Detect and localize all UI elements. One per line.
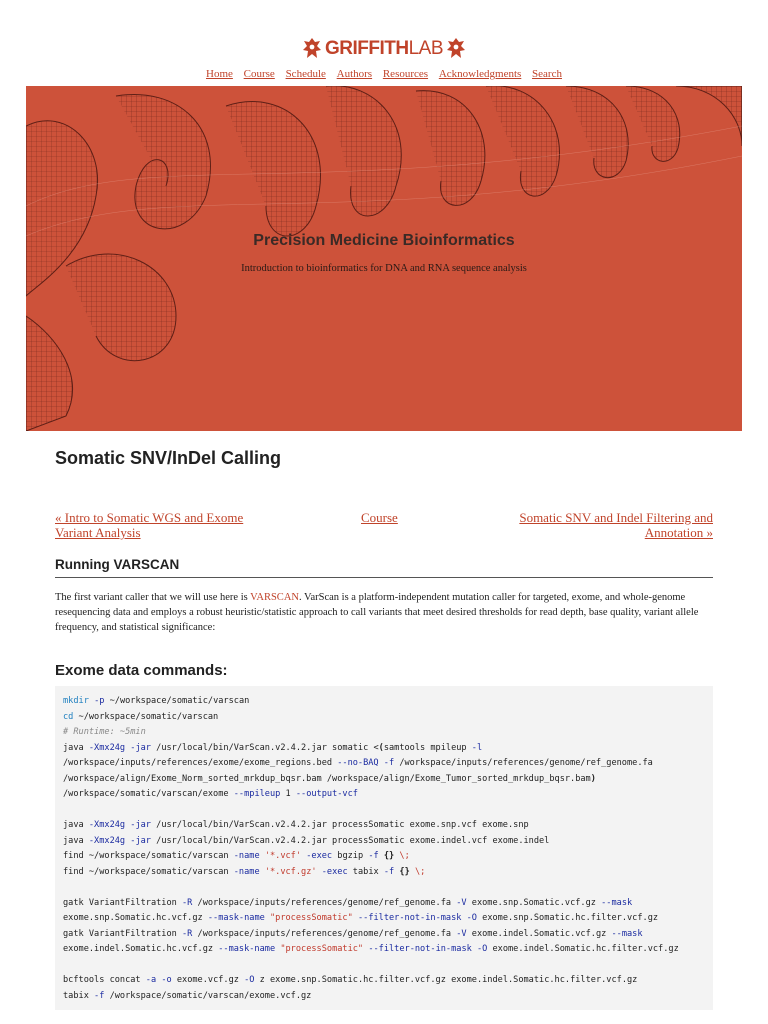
- code-line: /workspace/somatic/varscan/exome --mpileup 1 --output-vcf: [63, 789, 358, 799]
- hero-title: Precision Medicine Bioinformatics: [253, 232, 515, 249]
- code-line: find ~/workspace/somatic/varscan -name '*.vcf' -exec bgzip -f {} \;: [63, 851, 410, 861]
- code-line: java -Xmx24g -jar /usr/local/bin/VarScan.v2.4.2.jar processSomatic exome.snp.vcf exome.snp: [63, 820, 529, 830]
- code-line: [63, 958, 705, 974]
- intro-paragraph: The first variant caller that we will use here is VARSCAN. VarScan is a platform-independent mutation caller for targeted, exome, and whole-genome resequencing data and employs a robust heuristic/statistic approach to call variants that meet desired thresholds for read depth, base quality, variant allele frequency, and statistical significance:: [55, 592, 699, 633]
- code-block[interactable]: [55, 686, 713, 1010]
- hero-banner: [26, 86, 742, 431]
- main-content: [55, 448, 713, 1010]
- page-title: Somatic SNV/InDel Calling: [55, 448, 282, 468]
- site-logo[interactable]: [301, 35, 467, 63]
- section-heading: Running VARSCAN: [55, 557, 713, 578]
- next-lesson-link[interactable]: Somatic SNV and Indel Filtering and Annotation »: [519, 510, 713, 540]
- course-link[interactable]: Course: [361, 510, 398, 525]
- code-line: java -Xmx24g -jar /usr/local/bin/VarScan.v2.4.2.jar somatic <(samtools mpileup -l: [63, 742, 483, 753]
- code-line: cd ~/workspace/somatic/varscan: [63, 711, 219, 722]
- nav-home[interactable]: Home: [206, 68, 233, 80]
- site-header: [0, 0, 768, 86]
- dna-ribbon-illustration: [26, 86, 742, 431]
- prev-lesson-link[interactable]: « Intro to Somatic WGS and Exome Variant Analysis: [55, 510, 244, 540]
- nav-acknowledgments[interactable]: Acknowledgments: [438, 68, 522, 80]
- code-line: exome.snp.Somatic.hc.vcf.gz --mask-name "processSomatic" --filter-not-in-mask -O exome.snp.Somatic.hc.filter.vcf.gz: [63, 913, 659, 923]
- subsection-heading: Exome data commands:: [55, 662, 228, 679]
- logo-text: GRIFFITHLAB: [324, 38, 444, 59]
- main-nav: [0, 68, 768, 80]
- code-line: exome.indel.Somatic.hc.vcf.gz --mask-name "processSomatic" --filter-not-in-mask -O exome.indel.Somatic.hc.filter.vcf.gz: [63, 944, 679, 954]
- griffin-left-icon: [301, 36, 323, 62]
- nav-schedule[interactable]: Schedule: [285, 68, 326, 80]
- code-line: [63, 803, 705, 819]
- code-line: bcftools concat -a -o exome.vcf.gz -O z exome.snp.Somatic.hc.filter.vcf.gz exome.indel.Somatic.hc.filter.vcf.gz: [63, 975, 638, 985]
- code-line: /workspace/align/Exome_Norm_sorted_mrkdup_bqsr.bam /workspace/align/Exome_Tumor_sorted_mrkdup_bqsr.bam): [63, 773, 596, 784]
- code-line: java -Xmx24g -jar /usr/local/bin/VarScan.v2.4.2.jar processSomatic exome.indel.vcf exome.indel: [63, 835, 550, 846]
- nav-resources[interactable]: Resources: [382, 68, 429, 80]
- code-line: gatk VariantFiltration -R /workspace/inputs/references/genome/ref_genome.fa -V exome.snp.Somatic.vcf.gz --mask: [63, 897, 633, 908]
- griffin-right-icon: [445, 36, 467, 62]
- nav-search[interactable]: Search: [532, 68, 562, 80]
- code-line: [63, 880, 705, 896]
- lesson-pager: [55, 510, 713, 550]
- code-line: # Runtime: ~5min: [63, 727, 146, 737]
- code-line: tabix -f /workspace/somatic/varscan/exome.vcf.gz: [63, 990, 312, 1001]
- code-line: find ~/workspace/somatic/varscan -name '*.vcf.gz' -exec tabix -f {} \;: [63, 866, 426, 877]
- nav-course[interactable]: Course: [243, 68, 275, 80]
- varscan-link[interactable]: VARSCAN: [250, 592, 299, 603]
- code-line: /workspace/inputs/references/exome/exome_regions.bed --no-BAQ -f /workspace/inputs/references/genome/ref_genome.fa: [63, 758, 653, 768]
- code-line: gatk VariantFiltration -R /workspace/inputs/references/genome/ref_genome.fa -V exome.indel.Somatic.vcf.gz --mask: [63, 928, 643, 939]
- code-line: mkdir -p ~/workspace/somatic/varscan: [63, 696, 250, 706]
- hero-subtitle: Introduction to bioinformatics for DNA and RNA sequence analysis: [241, 263, 527, 274]
- nav-authors[interactable]: Authors: [336, 68, 373, 80]
